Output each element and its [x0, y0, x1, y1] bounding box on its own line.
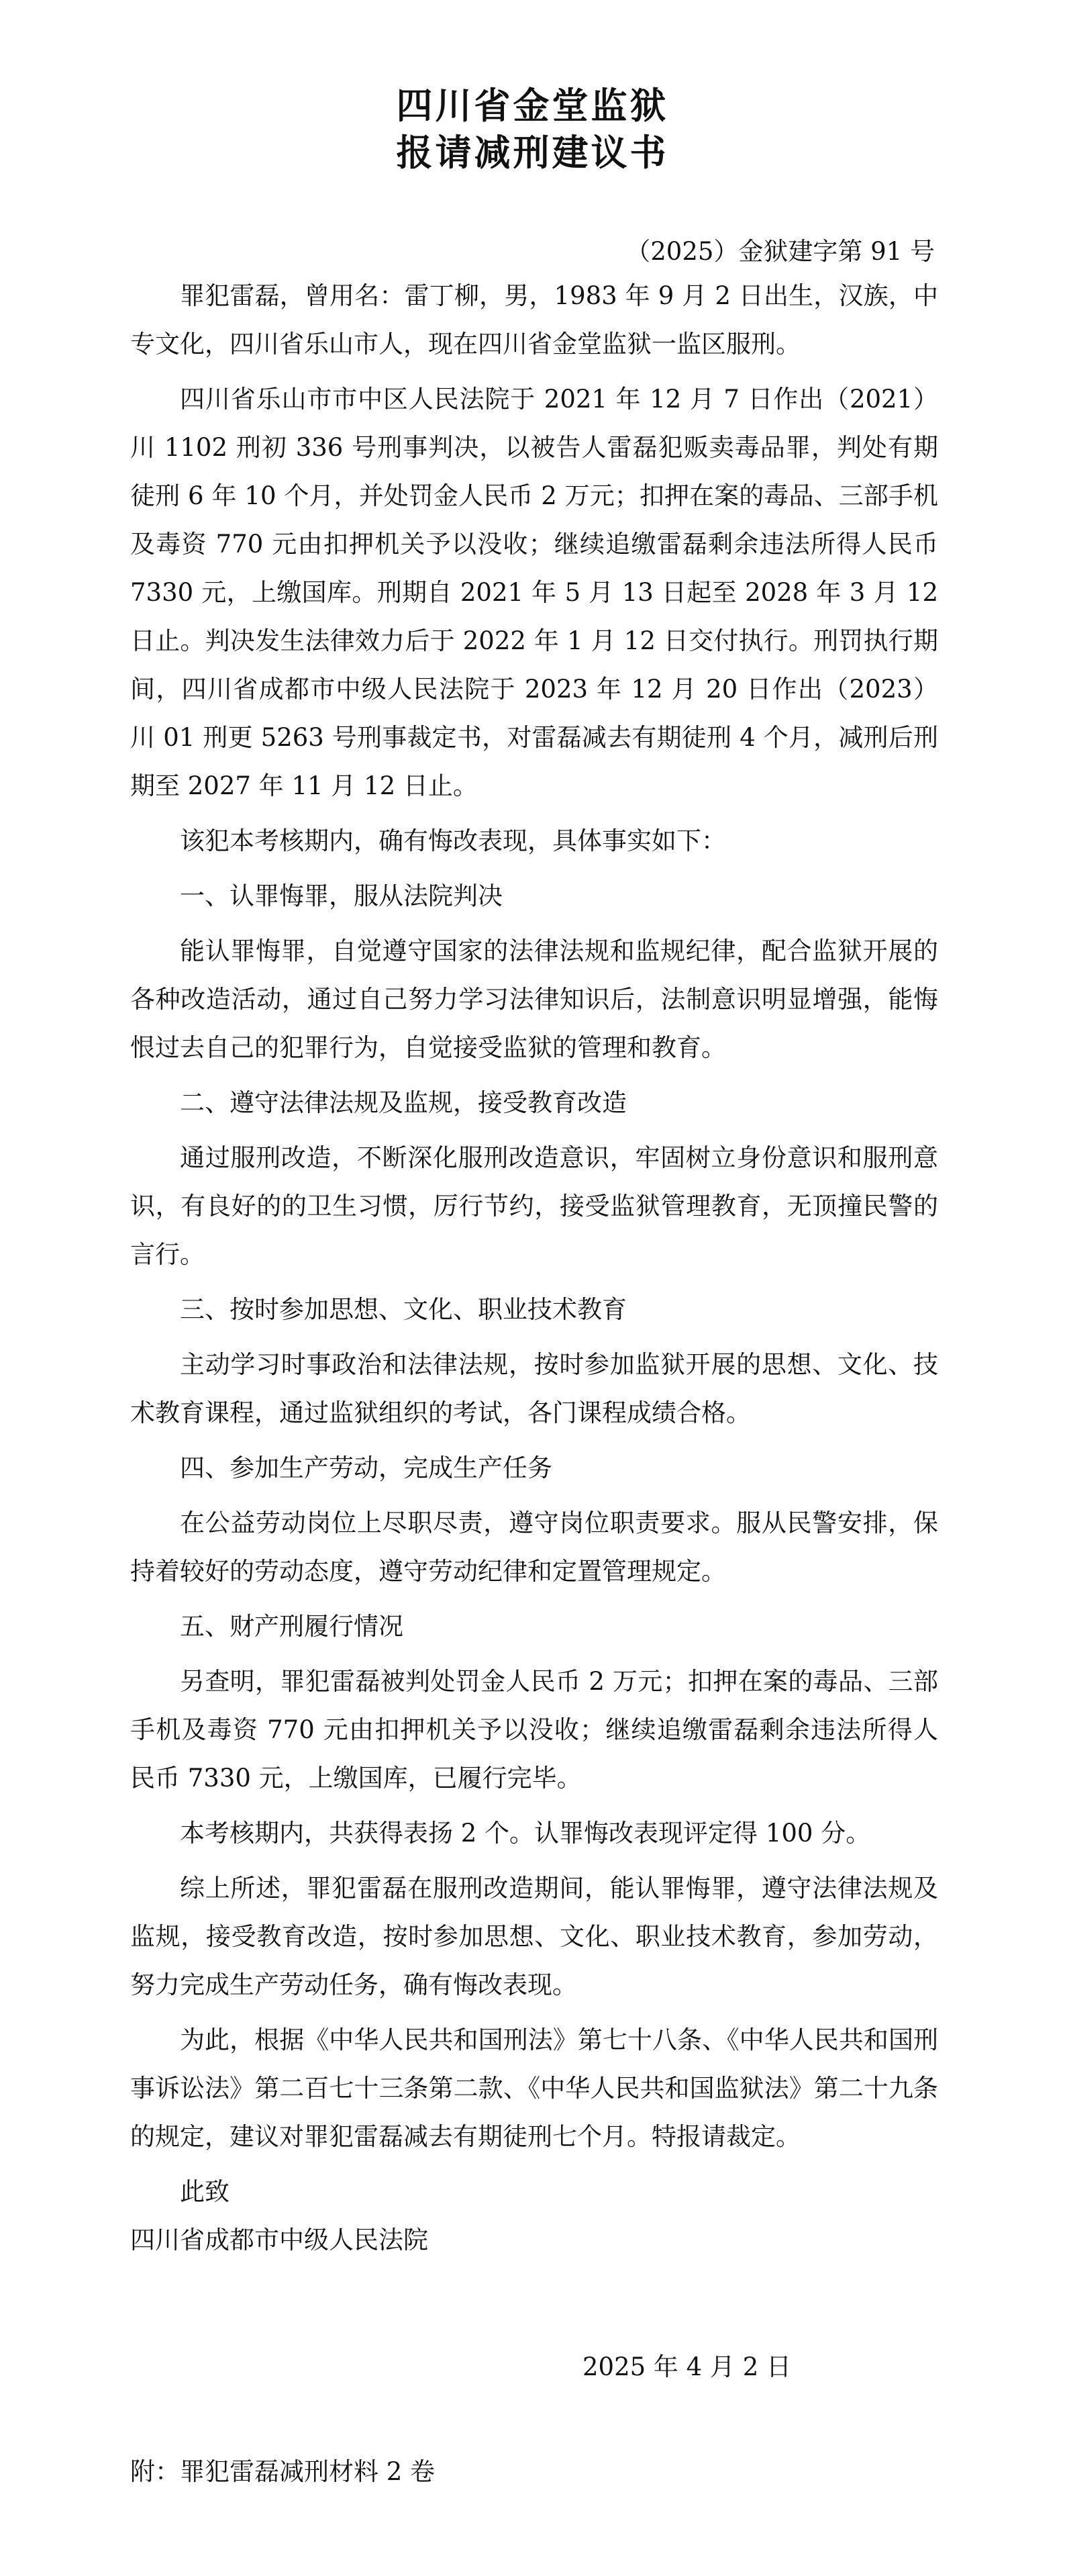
paragraph-profile: 罪犯雷磊，曾用名：雷丁柳，男，1983 年 9 月 2 日出生，汉族，中专文化，四川省乐山市人，现在四川省金堂监狱一监区服刑。 [130, 281, 938, 359]
heading-section-4: 四、参加生产劳动，完成生产任务 [180, 1453, 552, 1482]
heading-section-3: 三、按时参加思想、文化、职业技术教育 [180, 1295, 627, 1324]
paragraph-sentence-history: 四川省乐山市市中区人民法院于 2021 年 12 月 7 日作出（2021）川 1102 刑初 336 号刑事判决，以被告人雷磊犯贩卖毒品罪，判处有期徒刑 6 年 10 个月，并处罚金人民币 2 万元；扣押在案的毒品、三部手机及毒资 770 元由扣押机关予以没收；继续追缴雷磊剩余违法所得人民币 7330 元，上缴国库。刑期自 2021 年 5 月 13 日起至 2028 年 3 月 12 日止。判决发生法律效力后于 2022 年 1 月 12 日交付执行。刑罚执行期间，四川省成都市中级人民法院于 2023 年 12 月 20 日作出（2023）川 01 刑更 5263 号刑事裁定书，对雷磊减去有期徒刑 4 个月，减刑后刑期至 2027 年 11 月 12 日止。 [130, 385, 938, 800]
heading-section-5: 五、财产刑履行情况 [180, 1612, 403, 1641]
recipient-court: 四川省成都市中级人民法院 [130, 2226, 428, 2254]
paragraph-section-4: 在公益劳动岗位上尽职尽责，遵守岗位职责要求。服从民警安排，保持着较好的劳动态度，遵守劳动纪律和定置管理规定。 [130, 1509, 938, 1586]
paragraph-summary: 综上所述，罪犯雷磊在服刑改造期间，能认罪悔罪，遵守法律法规及监规，接受教育改造，按时参加思想、文化、职业技术教育，参加劳动，努力完成生产劳动任务，确有悔改表现。 [130, 1874, 938, 1999]
paragraph-recommendation: 为此，根据《中华人民共和国刑法》第七十八条、《中华人民共和国刑事诉讼法》第二百七十三条第二款、《中华人民共和国监狱法》第二十九条的规定，建议对罪犯雷磊减去有期徒刑七个月。特报请裁定。 [130, 2025, 938, 2151]
paragraph-intro-facts: 该犯本考核期内，确有悔改表现，具体事实如下： [180, 826, 726, 855]
heading-section-1: 一、认罪悔罪，服从法院判决 [180, 881, 503, 910]
attachment-note: 附：罪犯雷磊减刑材料 2 卷 [130, 2457, 436, 2486]
paragraph-section-5: 另查明，罪犯雷磊被判处罚金人民币 2 万元；扣押在案的毒品、三部手机及毒资 770 元由扣押机关予以没收；继续追缴雷磊剩余违法所得人民币 7330 元，上缴国库，已履行完毕。 [130, 1667, 938, 1793]
document-title-line2: 报请减刑建议书 [396, 132, 669, 174]
paragraph-section-1: 能认罪悔罪，自觉遵守国家的法律法规和监规纪律，配合监狱开展的各种改造活动，通过自己努力学习法律知识后，法制意识明显增强，能悔恨过去自己的犯罪行为，自觉接受监狱的管理和教育。 [130, 937, 938, 1062]
document-number: （2025）金狱建字第 91 号 [625, 237, 935, 266]
paragraph-section-3: 主动学习时事政治和法律法规，按时参加监狱开展的思想、文化、技术教育课程，通过监狱组织的考试，各门课程成绩合格。 [130, 1350, 938, 1427]
document-title-line1: 四川省金堂监狱 [396, 85, 669, 127]
document-body [130, 272, 938, 2264]
closing-salutation: 此致 [180, 2177, 230, 2206]
heading-section-2: 二、遵守法律法规及监规，接受教育改造 [180, 1088, 627, 1117]
document-date: 2025 年 4 月 2 日 [582, 2352, 792, 2381]
paragraph-section-2: 通过服刑改造，不断深化服刑改造意识，牢固树立身份意识和服刑意识，有良好的的卫生习惯，厉行节约，接受监狱管理教育，无顶撞民警的言行。 [130, 1143, 938, 1269]
paragraph-commendations: 本考核期内，共获得表扬 2 个。认罪悔改表现评定得 100 分。 [180, 1819, 871, 1848]
